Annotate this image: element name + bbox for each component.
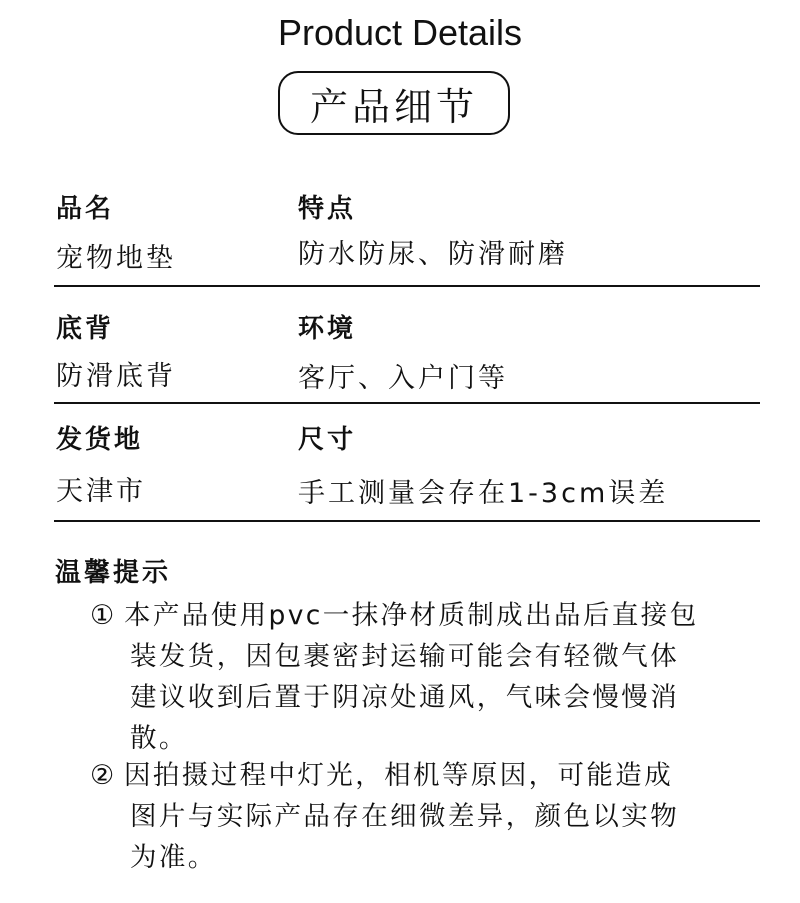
tip-line: 建议收到后置于阴凉处通风，气味会慢慢消 [130, 682, 680, 713]
tip-number: ① [90, 600, 117, 631]
tip-line: 为准。 [130, 842, 217, 873]
spec-label-name: 品名 [56, 194, 115, 224]
spec-value-size: 手工测量会存在1-3cm误差 [298, 478, 669, 509]
page-title-cn: 产品细节 [309, 84, 478, 129]
tip-line: 装发货，因包裹密封运输可能会有轻微气体 [130, 641, 680, 672]
tip-line [90, 595, 780, 636]
page-title-box [278, 71, 510, 135]
divider [54, 520, 760, 522]
spec-value-origin: 天津市 [56, 476, 146, 507]
spec-label-origin: 发货地 [56, 425, 144, 455]
tip-item-1 [90, 595, 780, 759]
spec-label-size: 尺寸 [298, 425, 357, 455]
spec-value-backing: 防滑底背 [56, 361, 176, 392]
tip-text: 因拍摄过程中灯光，相机等原因，可能造成 [124, 760, 674, 791]
tip-item-2 [90, 755, 780, 878]
tips-title: 温馨提示 [55, 558, 172, 588]
spec-value-name: 宠物地垫 [56, 243, 176, 274]
tip-line: 散。 [130, 723, 188, 754]
tip-line: 图片与实际产品存在细微差异，颜色以实物 [130, 801, 680, 832]
spec-label-backing: 底背 [56, 314, 115, 344]
divider [54, 285, 760, 287]
spec-label-feature: 特点 [298, 194, 357, 224]
spec-label-environment: 环境 [298, 314, 357, 344]
spec-value-feature: 防水防尿、防滑耐磨 [298, 239, 568, 270]
page-title-en: Product Details [277, 12, 523, 53]
tip-line [90, 755, 780, 796]
tip-text: 本产品使用pvc一抹净材质制成出品后直接包 [124, 600, 699, 631]
spec-value-environment: 客厅、入户门等 [298, 363, 508, 394]
tip-number: ② [90, 760, 117, 791]
divider [54, 402, 760, 404]
